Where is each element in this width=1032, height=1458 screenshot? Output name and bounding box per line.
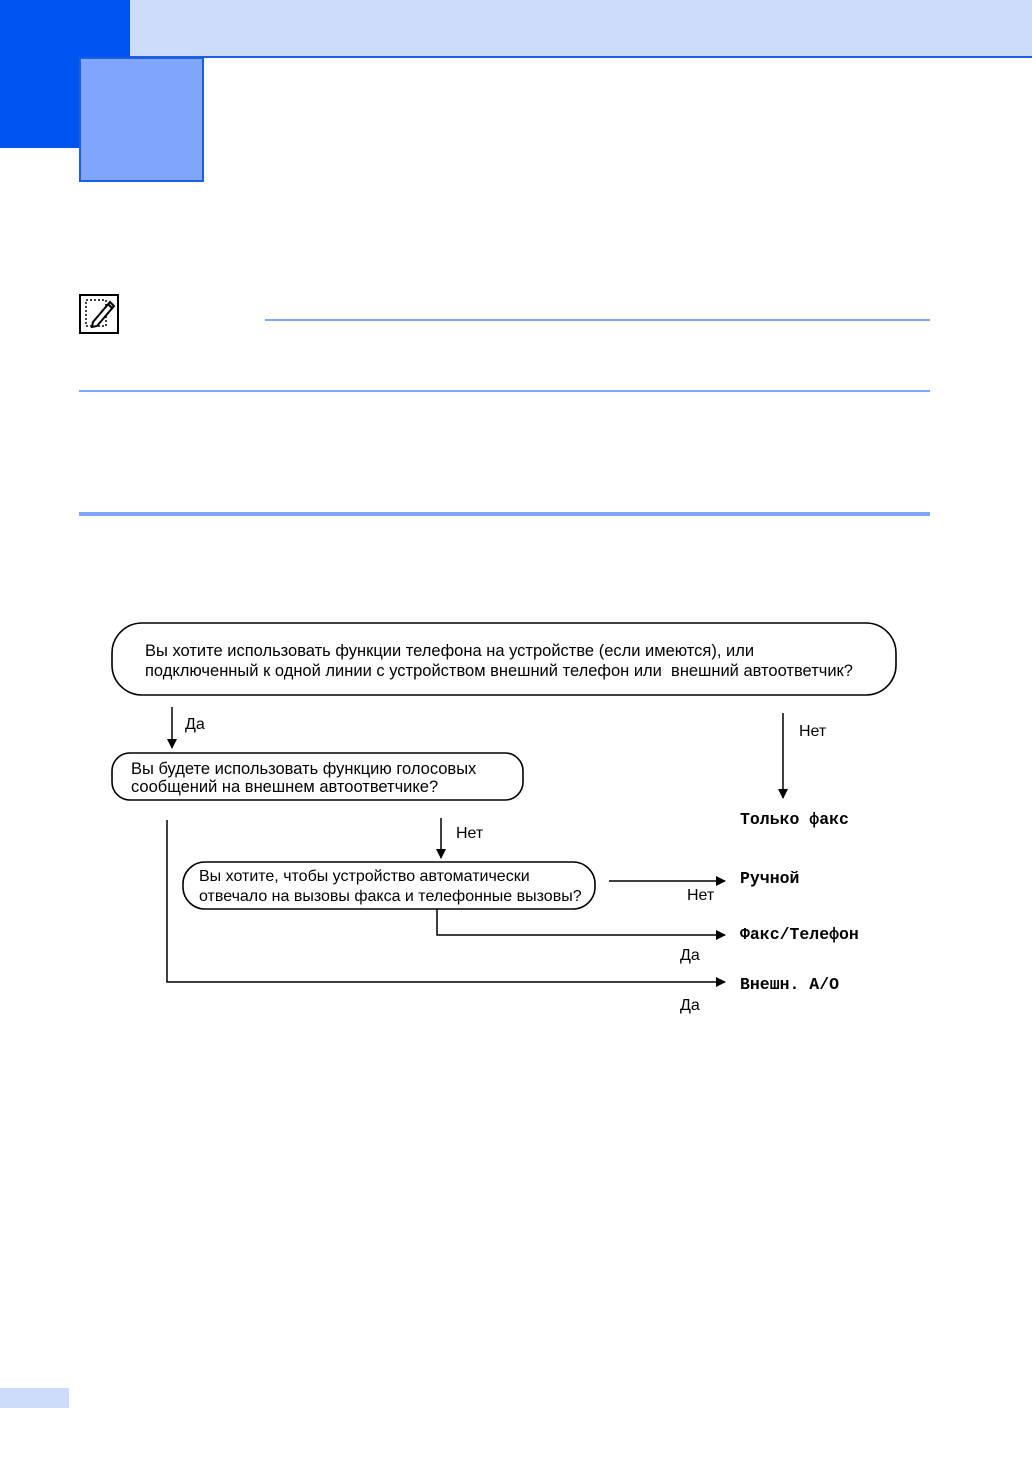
page-number-tab xyxy=(0,1388,69,1408)
q3-line1: Вы хотите, чтобы устройство автоматически xyxy=(199,868,530,885)
label-q3-no: Нет xyxy=(687,887,715,904)
result-ext-tad: Внешн. А/О xyxy=(740,975,840,994)
result-fax-only: Только факс xyxy=(740,810,849,829)
arrow-q3-yes xyxy=(437,909,725,935)
label-q3-yes: Да xyxy=(680,947,700,964)
label-q2-yes: Да xyxy=(680,997,700,1014)
q2-line2: сообщений на внешнем автоответчике? xyxy=(131,778,439,796)
q1-line2: подключенный к одной линии с устройством внешний телефон или внешний автоответчик? xyxy=(145,662,853,680)
result-manual: Ручной xyxy=(740,869,800,888)
label-q1-no: Нет xyxy=(799,723,827,740)
q1-line1: Вы хотите использовать функции телефона на устройстве (если имеются), или xyxy=(145,642,755,660)
result-fax-tel: Факс/Телефон xyxy=(740,925,859,944)
q3-line2: отвечало на вызовы факса и телефонные вызовы? xyxy=(199,888,582,905)
q2-line1: Вы будете использовать функцию голосовых xyxy=(131,760,477,778)
label-q1-yes: Да xyxy=(185,716,205,733)
label-q2-no: Нет xyxy=(456,825,484,842)
